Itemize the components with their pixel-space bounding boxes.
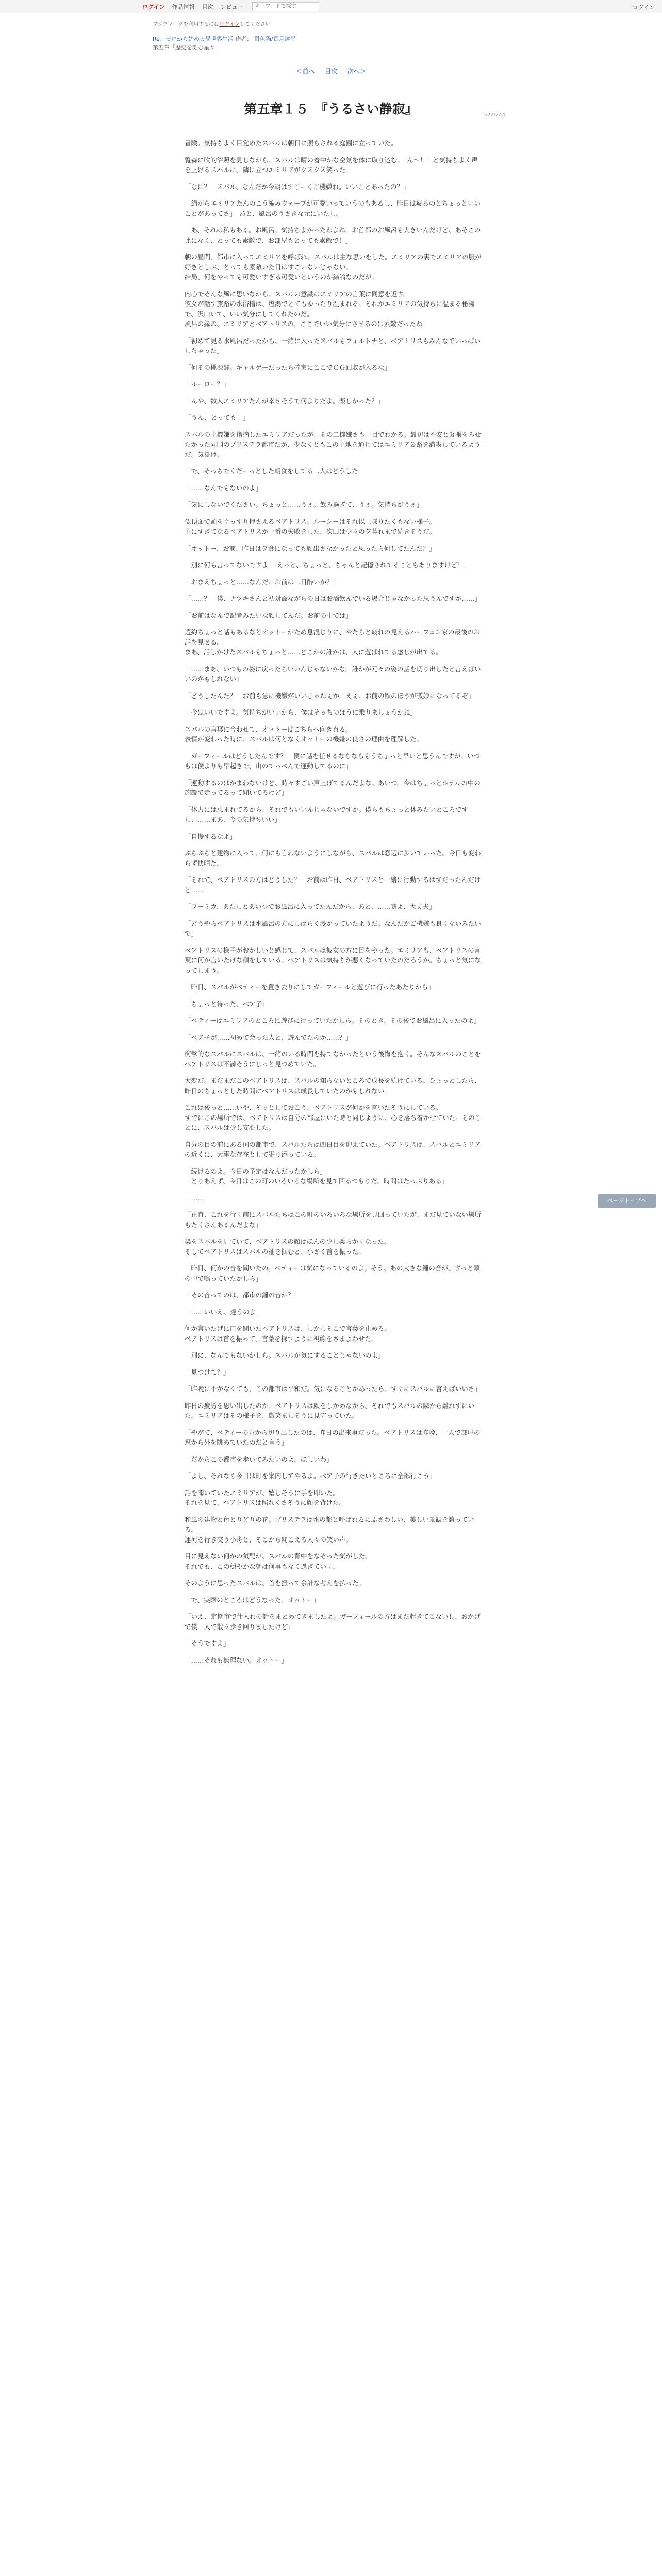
body-paragraph: 「昨日、スバルがベティーを置き去りにしてガーフィールと遊びに行ったあたりから」 (185, 983, 435, 991)
body-paragraph: 「続けるのよ。今日の予定はなんだったかしら」 「とりあえず、今日はこの町のいろいろな場所を見て回るつもりだ。時間はたっぷりある」 (185, 1167, 449, 1185)
header-right-link[interactable]: ログイン (632, 4, 655, 11)
chapter-title: 第五章１５ 『うるさい静寂』 (244, 101, 418, 116)
body-paragraph: 「ベティーはエミリアのところに遊びに行っていたかしら。そのとき、その後でお風呂に入ったのよ」 (185, 1016, 481, 1024)
body-paragraph: 「初めて見る水風呂だったから、一緒に入ったスバルもフォルトナと、ベアトリスもみんなでいっぱいしちゃった」 (185, 336, 481, 354)
body-paragraph: 「ガーフィールはどうしたんです？ 僕に話を任せるならならもうちょっと早いと思うんですが、いつもは僕よりも早起きで、山のてっぺんで運動してるのに」 (185, 752, 481, 770)
body-paragraph: 週約ちょっと話もあるなとオットーがため息混じりに、やたらと疲れの見えるハーフェン家の最後のお話を見せる。 まあ、話しかけたスバルもちょっと……どこかの誰かは、人に遊ばれてる感じが出てる。 (185, 628, 481, 656)
bookmark-notice (153, 20, 662, 27)
body-paragraph: 楽をスバルを見ていて、ベアトリスの顔はほんの少し柔らかくなった。 そしてベアトリスはスバルの袖を掴むと、小さく首を振った。 (185, 1238, 391, 1256)
body-paragraph: これは後っと……いや、そっとしておこう。ベアトリスが何かを言いたそうにしている。 すでにこの場所では、ベアトリスは自分の部屋にいた時と同じように、心を落ち着かせていた。そのことに、スバルは少し安心した。 (185, 1104, 482, 1131)
author-label: 作者： (235, 36, 253, 42)
notice-login-link[interactable]: ログイン (219, 22, 240, 27)
body-paragraph: ぶらぶらと建物に入って、何にも言わないようにしながら、スバルは窓辺に歩いていった。今日も変わらず快晴だ。 (185, 849, 481, 867)
body-paragraph: 昨日の疲労を思い出したのか、ベアトリスは顔をしかめながら、それでもスバルの隣から離れずにいた。エミリアはその様子を、微笑ましそうに見守っていた。 (185, 1401, 475, 1419)
body-paragraph: 「別に、なんでもないかしら。スバルが気にすることじゃないのよ」 (185, 1351, 385, 1359)
body-paragraph: 「今はいいですよ。気持ちがいいから、僕はそっちのほうに乗りましょうかね」 (185, 708, 417, 716)
body-paragraph: 目に見えない何かの気配が、スバルの背中をなぞった気がした。 それでも、この穏やかな朝は何事もなく過ぎていく。 (185, 1552, 372, 1570)
body-paragraph: スバルの上機嫌を指摘したエミリアだったが、その二機嫌さも一目でわかる。最初は不安と緊張をみせたかった同国のプリスデラ都市だが、少なくともこの土地を通じてはエミリア公路を満喫しているようだ。気掛け。 (185, 430, 482, 459)
body-paragraph: 朝の昼間、都市に入ってエミリアを呼ばれ、スバルは主な思いをした。エミリアの裏でエミリアの服が好きとしぶ、とっても素敵いた日はすごいないじゃない。 結局、何をやっても可愛いすぎる可愛いというのが結論なのだが。 (185, 253, 482, 281)
body-paragraph: 「見つけて？」 (185, 1368, 230, 1376)
body-paragraph: 「うん、とっても！」 (185, 414, 250, 421)
body-paragraph: 「で、そっちでくだーっとした朝食をしてる二人はどうした」 (185, 467, 365, 475)
search-input[interactable] (252, 2, 319, 11)
body-paragraph: 自分の目の前にある国の都市で、スバルたちは四日目を迎えていた。ベアトリスは、スバルとエミリアの近くに、大事な存在として寄り添っている。 (185, 1140, 481, 1158)
body-paragraph: 「なに？ スバル、なんだか今朝はすごーくご機嫌ね。いいことあったの？」 (185, 182, 410, 191)
page-top-button[interactable]: ページトップへ (598, 1194, 656, 1208)
body-paragraph: 「……？ 僕、ナツキさんと初対面ながらの日はお酒飲んでいる場合じゃなかった思うんですが……」 (185, 595, 481, 602)
body-paragraph: 「で、実際のところはどうなった、オットー」 (185, 1596, 320, 1604)
series-title-link[interactable]: Re：ゼロから始める異世界生活 (153, 36, 234, 42)
body-paragraph: 「どうやらベアトリスは水風呂の方にしばらく浸かっていたようだ。なんだかご機嫌も良くないみたいで」 (185, 919, 481, 937)
chapter-number: 522/744 (484, 112, 505, 118)
body-paragraph: 「自慢するなよ」 (185, 832, 237, 840)
body-paragraph: 「よし、それなら今日は町を案内してやるよ。ベア子の行きたいところに全部行こう」 (185, 1472, 436, 1480)
body-paragraph: 話を聞いていたエミリアが、嬉しそうに手を叩いた。 それを見て、ベアトリスは照れくさそうに顔を背けた。 (185, 1488, 346, 1506)
nav-novel-info[interactable]: 作品情報 (172, 3, 195, 10)
notice-prefix: ブックマークを利用するには (153, 22, 220, 27)
body-paragraph: 「……まあ、いつもの姿に戻ったらいいんじゃないかな。誰かが元々の姿の話を切り出したと言えばいいのかもしれない」 (185, 665, 481, 683)
body-paragraph: 「別に何も言ってないですよ！ えっと、ちょっと、ちゃんと記憶されてることもありますけど！」 (185, 561, 470, 569)
body-paragraph: 「フーミカ、あたしとあいつでお風呂に入ってたんだから。あと、……嘘よ、大丈夫」 (185, 903, 436, 910)
body-paragraph: 「ルーロー？」 (185, 380, 230, 388)
next-link[interactable]: 次へ＞ (347, 67, 366, 75)
body-paragraph: 「その音ってのは、都市の鐘の音か？」 (185, 1291, 301, 1299)
body-paragraph: 「何その桃源郷。ギャルゲーだったら確実にここでＣＧ回収が入るな」 (185, 363, 391, 371)
notice-suffix: してください (239, 22, 271, 27)
nav-review[interactable]: レビュー (220, 3, 243, 10)
body-paragraph: スバルの言葉に合わせて、オットーはこちらへ向き直る。 表情が変わった時に、スバルは何となくオットーの機嫌の良さの理由を理解した。 (185, 725, 423, 743)
body-paragraph: 「体力には恵まれてるから、それでもいいんじゃないですか。僕らもちょっと休みたいところですし、……まあ、今の気持ちいい」 (185, 805, 468, 823)
body-paragraph: 「んや、数人エミリアたんが幸せそうで何よりだよ。楽しかった？」 (185, 397, 385, 405)
body-paragraph: 「……いいえ、違うのよ」 (185, 1308, 262, 1316)
toc-link[interactable]: 目次 (324, 67, 337, 75)
body-paragraph: 「……なんでもないのよ」 (185, 484, 262, 492)
body-paragraph: 「そうですよ」 (185, 1639, 230, 1647)
body-paragraph: 「……」 (185, 1194, 211, 1202)
body-paragraph: 仏頂面で頭をぐっすり押さえるベアトリス。ルーシーはそれ以上喋りたくもない様子。 主にすぎてなるベアトリスが一番の失敗をした。次回は少々の夕暮れまで続きそうだ。 (185, 517, 436, 535)
body-paragraph: 「ベア子が……初めて会った人と、遊んでたのか……？」 (185, 1033, 353, 1041)
body-paragraph: 「やがて、ベティーの方から切り出したのは、昨日の出来事だった。ベアトリスは昨晩、一人で部屋の窓から外を眺めていたのだと言う」 (185, 1428, 481, 1446)
chapter-pager (0, 66, 662, 75)
chapter-body (185, 138, 484, 1665)
body-paragraph: 「運動するのはかまわないけど、時々すごい声上げてるんだよな。あいつ。今はちょっとホテルの中の施設で走ってるって聞いてるけど」 (185, 778, 481, 796)
body-paragraph: そのように思ったスバルは、首を振って余計な考えを払った。 (185, 1579, 366, 1587)
author-link[interactable]: 鼠色猫/長月達平 (254, 36, 296, 42)
top-bar (0, 0, 662, 13)
body-paragraph: 覧森に吹的浴照を見じながら、スバルは晴の着中がな空気を体に取り込む。「ん～！」と気持ちよく声を上げるスバルに、隣に立つエミリアがクスクス笑った。 (185, 156, 478, 174)
breadcrumb (153, 35, 662, 52)
body-paragraph: 大変だ。まだまだこのベアトリスは、スバルの知らないところで成長を続けている。ひょっとしたら、昨日のちょっとした時間にベアトリスは成長していたのかもしれない。 (185, 1077, 481, 1095)
body-paragraph: 「昨晩に不がなくても、この都市は平和だ。気になることがあったら、すぐにスバルに言えばいいさ」 (185, 1385, 481, 1393)
body-paragraph: 「どうしたんだ？ お前も急に機嫌がいいじゃねぇか。えぇ、お前の顔のほうが微妙になってるぞ」 (185, 691, 475, 700)
body-paragraph: 「気にしないでください。ちょっと……うぇ。飲み過ぎて、うぇ。気持ちがうぇ」 (185, 501, 423, 509)
body-paragraph: 冒険。気持ちよく目覚めたスバルは朝日に照らされる庭園に立っていた。 (185, 139, 398, 147)
body-paragraph: 「ちょっと待った、ベア子」 (185, 999, 269, 1008)
body-paragraph: 衝撃的なスバルにスバルは、一緒のいる時間を持てなかったという後悔を抱く。そんなスバルのことをベアトリスは不満そうにじっと見つめていた。 (185, 1050, 481, 1068)
body-paragraph: 「オットー、お前、昨日は夕食になっても顔出さなかったと思ったら何してたんだ？」 (185, 544, 436, 552)
body-paragraph: 何か言いたげに口を開いたベアトリスは、しかしそこで言葉を止める。 ベアトリスは首を振って、言葉を探すように視線をさまよわせた。 (185, 1325, 391, 1343)
body-paragraph: 内心でそんな風に思いながら、スバルの意識はエミリアの言葉に同意を返す。 彼女が話す旅路の水浴槽は、塩湯でとてもゆったり温まれる。それがエミリアの気持ちに温まる秘湯で、沢山いて、いい気分にしてくれたのだ。 風呂の縁の、エミリアとベアトリスの、ここでいい気分にさせるのは素敵だったね。 (185, 290, 475, 328)
body-paragraph: 「だからこの都市を歩いてみたいのよ。ほしいわ」 (185, 1455, 333, 1463)
body-paragraph: 「それで、ベアトリスの方はどうした？ お前は昨日、ベアトリスと一緒に行動するはずだったんだけど……」 (185, 876, 481, 894)
body-paragraph: 「絹がらエミリアたんのこう編みウェーブが可愛いっていうのもあるし、昨日は疲るのとちょっといいことがあってさ」 あと、風呂のうさぎな元にいたし。 (185, 199, 481, 217)
body-paragraph: 「おまえちょっと……なんだ、お前は二日酔いか？」 (185, 578, 340, 586)
prev-link[interactable]: ＜前へ (296, 67, 315, 75)
body-paragraph: 「……それも無理ない。オットー」 (185, 1656, 288, 1664)
body-paragraph: 「あ、それは私もある。お風呂。気持ちよかったわよね。お首都のお風呂も大きいんだけど、あそこの比になく、とっても素敵で、お部屋もとっても素敵で！」 (185, 226, 481, 244)
body-paragraph: 「昨日、何かの音を聞いたの。ベティーは気になっているのよ。そう、あの大きな鐘の音が、ずっと頭の中で鳴っていたかしら」 (185, 1264, 480, 1282)
login-link[interactable]: ログイン (142, 3, 165, 10)
body-paragraph: 「お前はなんで記者みたいな顔してんだ。お前の中では」 (185, 611, 353, 619)
body-paragraph: 「正直、これを行く前にスバルたちはこの町のいろいろな場所を見回っていたが、まだ見ていない場所もたくさんあるんだよな」 (185, 1211, 482, 1229)
nav-toc[interactable]: 目次 (202, 3, 213, 10)
body-paragraph: 「いえ、定期市で仕入れの話をまとめてきましたよ。ガーフィールの方はまだ起きてこないし、おかげで僕一人で散々歩き回りましたけど」 (185, 1613, 481, 1631)
arc-title: 第五章「歴史を刻む星々」 (153, 44, 221, 51)
body-paragraph: 和風の建物と色とりどりの花。プリステラは水の都と呼ばれるにふさわしい、美しい景観を誇っている。 運河を行き交う小舟と、そこから聞こえる人々の笑い声。 (185, 1515, 474, 1544)
body-paragraph: ベアトリスの様子がおかしいと感じて、スバルは彼女の方に目をやった。エミリアも、ベアトリスの言葉に何か言いたげな顔をしている。ベアトリスは気持ちが悪くなっていたのだろうか。ちょっと気になってしまう。 (185, 946, 481, 974)
